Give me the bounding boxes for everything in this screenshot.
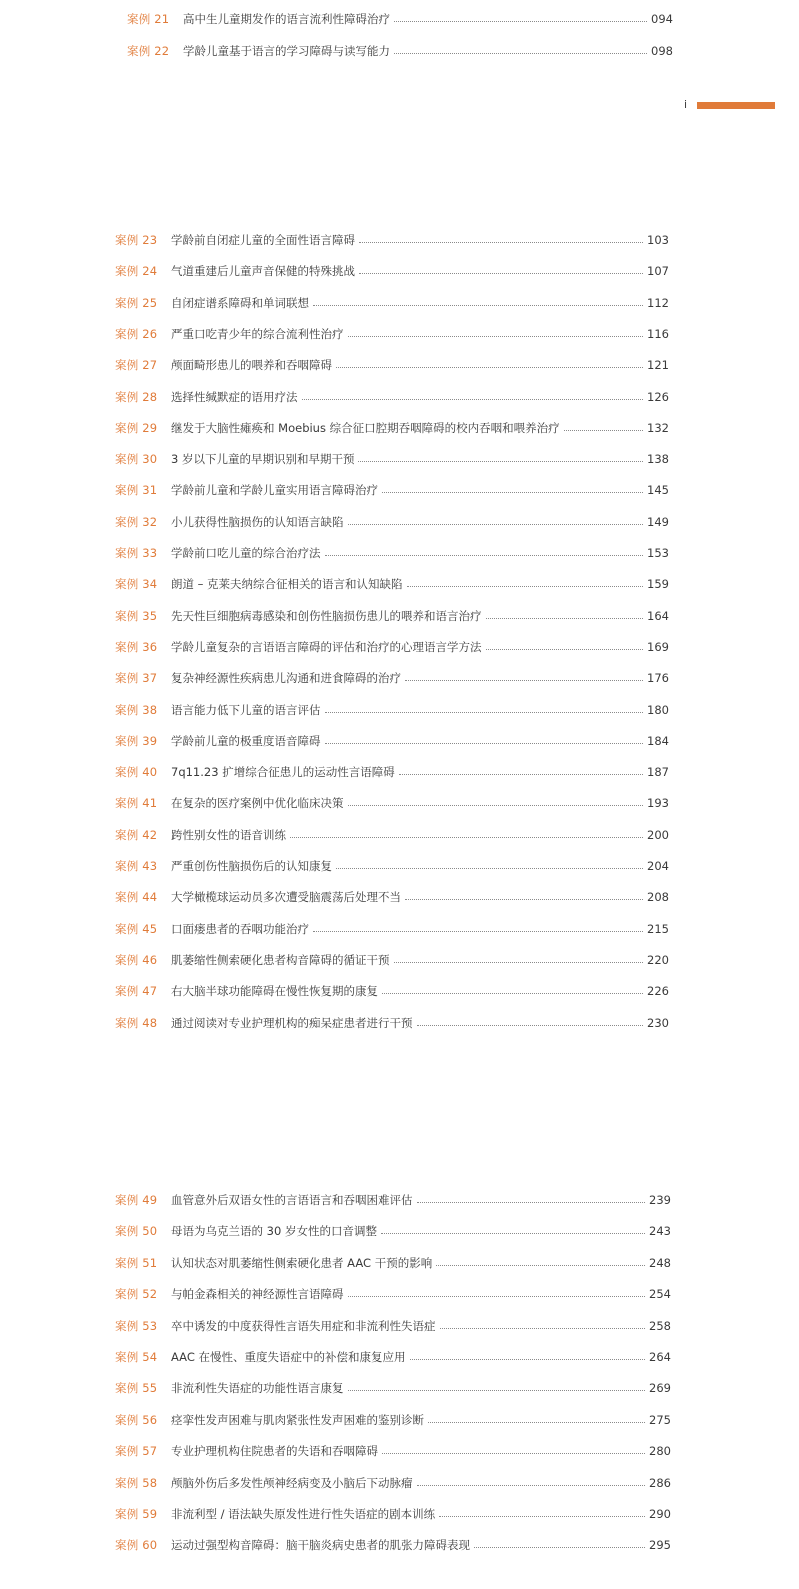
page-number: 286 <box>649 1475 671 1490</box>
leader-dots <box>439 1515 645 1517</box>
leader-dots <box>410 1358 646 1360</box>
case-label: 案例 49 <box>115 1193 158 1207</box>
toc-entry[interactable] <box>115 762 669 782</box>
toc-entry[interactable] <box>115 1253 671 1273</box>
case-label: 案例 55 <box>115 1381 158 1396</box>
case-label: 案例 59 <box>115 1507 158 1521</box>
toc-entry[interactable] <box>115 1504 671 1524</box>
page-number: 220 <box>647 952 669 967</box>
case-label: 案例 50 <box>115 1224 158 1239</box>
page-number: 248 <box>649 1255 671 1270</box>
toc-entry[interactable] <box>115 825 669 845</box>
case-title: 血管意外后双语女性的言语语言和吞咽困难评估 <box>171 1193 413 1207</box>
leader-dots <box>359 241 643 243</box>
case-label: 案例 42 <box>115 827 158 842</box>
leader-dots <box>417 1201 646 1203</box>
toc-entry[interactable] <box>115 324 669 344</box>
leader-dots <box>407 585 643 587</box>
case-title: 学龄儿童复杂的言语语言障碍的评估和治疗的心理语言学方法 <box>171 639 482 654</box>
case-title: 严重口吃青少年的综合流利性治疗 <box>171 326 344 341</box>
page-number: 169 <box>647 639 669 654</box>
leader-dots <box>382 1452 645 1454</box>
case-title: 学龄儿童基于语言的学习障碍与读写能力 <box>183 43 390 58</box>
toc-entry[interactable] <box>115 731 669 751</box>
case-label: 案例 28 <box>115 389 158 404</box>
page-number: 149 <box>647 514 669 529</box>
toc-entry[interactable] <box>115 1535 671 1555</box>
toc-entry[interactable] <box>115 293 669 313</box>
case-title: 学龄前儿童和学龄儿童实用语言障碍治疗 <box>171 483 378 498</box>
case-title: 高中生儿童期发作的语言流利性障碍治疗 <box>183 12 390 26</box>
case-label: 案例 37 <box>115 671 158 686</box>
page-number: 145 <box>647 483 669 498</box>
toc-entry[interactable] <box>115 950 669 970</box>
case-label: 案例 60 <box>115 1538 158 1553</box>
page-number: 153 <box>647 546 669 560</box>
case-label: 案例 51 <box>115 1255 158 1270</box>
case-title: 7q11.23 扩增综合征患儿的运动性言语障碍 <box>171 765 395 780</box>
leader-dots <box>394 20 647 22</box>
page-number: 164 <box>647 608 669 623</box>
leader-dots <box>325 742 644 744</box>
toc-entry[interactable] <box>115 261 669 281</box>
page-number: 243 <box>649 1224 671 1239</box>
page-number: 180 <box>647 702 669 717</box>
case-title: 复杂神经源性疾病患儿沟通和进食障碍的治疗 <box>171 671 401 686</box>
leader-dots <box>405 898 643 900</box>
case-label: 案例 53 <box>115 1318 158 1333</box>
leader-dots <box>564 429 643 431</box>
case-title: 口面瘘患者的吞咽功能治疗 <box>171 921 309 936</box>
leader-dots <box>348 335 644 337</box>
page-number: 116 <box>647 326 669 341</box>
case-title: 气道重建后儿童声音保健的特殊挑战 <box>171 264 355 279</box>
toc-entry[interactable] <box>115 981 669 1001</box>
leader-dots <box>417 1024 644 1026</box>
leader-dots <box>394 52 647 54</box>
case-label: 案例 40 <box>115 765 158 780</box>
case-label: 案例 30 <box>115 452 158 467</box>
toc-entry[interactable] <box>115 1473 671 1493</box>
leader-dots <box>428 1421 645 1423</box>
page-number: 280 <box>649 1444 671 1459</box>
toc-entry[interactable] <box>115 230 669 250</box>
case-title: 3 岁以下儿童的早期识别和早期干预 <box>171 452 355 467</box>
case-title: 朗道 – 克莱夫纳综合征相关的语言和认知缺陷 <box>171 577 403 592</box>
toc-entry[interactable] <box>115 1013 669 1033</box>
case-title: 语言能力低下儿童的语言评估 <box>171 702 321 717</box>
leader-dots <box>440 1327 646 1329</box>
case-label: 案例 27 <box>115 358 158 373</box>
page-number: 184 <box>647 733 669 748</box>
case-title: 小儿获得性脑损伤的认知语言缺陷 <box>171 514 344 529</box>
leader-dots <box>382 491 643 493</box>
toc-entry[interactable] <box>115 919 669 939</box>
leader-dots <box>325 554 644 556</box>
leader-dots <box>417 1484 646 1486</box>
page-number: 132 <box>647 420 669 435</box>
leader-dots <box>358 460 643 462</box>
leader-dots <box>325 711 644 713</box>
leader-dots <box>436 1264 645 1266</box>
toc-entry[interactable] <box>115 668 669 688</box>
page-number: 208 <box>647 890 669 905</box>
case-title: 与帕金森相关的神经源性言语障碍 <box>171 1287 344 1302</box>
toc-entry[interactable] <box>115 574 669 594</box>
toc-entry[interactable] <box>115 512 669 532</box>
case-title: 继发于大脑性瘫痪和 Moebius 综合征口腔期吞咽障碍的校内吞咽和喂养治疗 <box>171 420 560 435</box>
page-number: 290 <box>649 1507 671 1521</box>
case-title: 非流利型 / 语法缺失原发性进行性失语症的剧本训练 <box>171 1507 436 1521</box>
leader-dots <box>348 1389 646 1391</box>
toc-entry[interactable] <box>115 700 669 720</box>
case-label: 案例 36 <box>115 639 158 654</box>
leader-dots <box>399 773 643 775</box>
case-label: 案例 23 <box>115 233 158 247</box>
case-label: 案例 35 <box>115 608 158 623</box>
page-number: 193 <box>647 796 669 811</box>
case-title: AAC 在慢性、重度失语症中的补偿和康复应用 <box>171 1350 406 1364</box>
case-title: 右大脑半球功能障碍在慢性恢复期的康复 <box>171 984 378 999</box>
case-label: 案例 41 <box>115 796 158 811</box>
case-title: 肌萎缩性侧索硬化患者构音障碍的循证干预 <box>171 952 390 967</box>
case-label: 案例 34 <box>115 577 158 592</box>
page-number: 215 <box>647 921 669 936</box>
leader-dots <box>381 1232 645 1234</box>
page-marker-bar <box>697 102 775 109</box>
page-number: 226 <box>647 984 669 999</box>
case-label: 案例 54 <box>115 1350 158 1364</box>
toc-entry[interactable] <box>115 606 669 626</box>
page-number: 098 <box>651 43 673 58</box>
toc-entry[interactable] <box>127 9 673 29</box>
page-number: 176 <box>647 671 669 686</box>
case-title: 学龄前口吃儿童的综合治疗法 <box>171 546 321 560</box>
case-title: 先天性巨细胞病毒感染和创伤性脑损伤患儿的喂养和语言治疗 <box>171 608 482 623</box>
page-number: 230 <box>647 1015 669 1030</box>
page-number: 269 <box>649 1381 671 1396</box>
leader-dots <box>359 272 643 274</box>
leader-dots <box>313 930 643 932</box>
leader-dots <box>290 836 643 838</box>
toc-entry[interactable] <box>115 480 669 500</box>
leader-dots <box>302 398 644 400</box>
leader-dots <box>348 523 644 525</box>
case-label: 案例 47 <box>115 984 158 999</box>
toc-entry[interactable] <box>115 355 669 375</box>
toc-entry[interactable] <box>115 1190 671 1210</box>
case-title: 运动过强型构音障碍：脑干脑炎病史患者的肌张力障碍表现 <box>171 1538 470 1553</box>
toc-entry[interactable] <box>115 1378 671 1398</box>
page-number: 187 <box>647 765 669 780</box>
leader-dots <box>474 1546 645 1548</box>
page-number: 204 <box>647 859 669 873</box>
case-title: 学龄前儿童的极重度语音障碍 <box>171 733 321 748</box>
case-title: 卒中诱发的中度获得性言语失用症和非流利性失语症 <box>171 1318 436 1333</box>
leader-dots <box>405 679 643 681</box>
case-label: 案例 31 <box>115 483 158 498</box>
page-number: 254 <box>649 1287 671 1302</box>
leader-dots <box>313 304 643 306</box>
case-title: 痉挛性发声困难与肌肉紧张性发声困难的鉴别诊断 <box>171 1412 424 1427</box>
toc-entry[interactable] <box>115 1284 671 1304</box>
toc-entry[interactable] <box>115 1441 671 1461</box>
leader-dots <box>348 1295 646 1297</box>
case-label: 案例 32 <box>115 514 158 529</box>
case-label: 案例 38 <box>115 702 158 717</box>
toc-entry[interactable] <box>115 1410 671 1430</box>
toc-entry[interactable] <box>115 1347 671 1367</box>
case-label: 案例 29 <box>115 420 158 435</box>
case-title: 在复杂的医疗案例中优化临床决策 <box>171 796 344 811</box>
case-label: 案例 33 <box>115 546 158 560</box>
case-label: 案例 52 <box>115 1287 158 1302</box>
page-number: 295 <box>649 1538 671 1553</box>
case-title: 通过阅读对专业护理机构的痴呆症患者进行干预 <box>171 1015 413 1030</box>
toc-entry[interactable] <box>115 887 669 907</box>
case-title: 严重创伤性脑损伤后的认知康复 <box>171 859 332 873</box>
case-title: 学龄前自闭症儿童的全面性语言障碍 <box>171 233 355 247</box>
case-label: 案例 25 <box>115 295 158 310</box>
page-marker-roman: i <box>684 98 688 111</box>
page-number: 159 <box>647 577 669 592</box>
toc-entry[interactable] <box>115 1221 671 1241</box>
case-title: 自闭症谱系障碍和单词联想 <box>171 295 309 310</box>
case-title: 大学橄榄球运动员多次遭受脑震荡后处理不当 <box>171 890 401 905</box>
page-number: 094 <box>651 12 673 26</box>
case-title: 颅面畸形患儿的喂养和吞咽障碍 <box>171 358 332 373</box>
leader-dots <box>382 992 643 994</box>
leader-dots <box>348 804 644 806</box>
case-label: 案例 39 <box>115 733 158 748</box>
page-number: 200 <box>647 827 669 842</box>
leader-dots <box>336 867 643 869</box>
toc-entry[interactable] <box>115 418 669 438</box>
toc-entry[interactable] <box>115 449 669 469</box>
case-title: 认知状态对肌萎缩性侧索硬化患者 AAC 干预的影响 <box>171 1255 433 1270</box>
case-title: 非流利性失语症的功能性语言康复 <box>171 1381 344 1396</box>
case-label: 案例 57 <box>115 1444 158 1459</box>
case-title: 专业护理机构住院患者的失语和吞咽障碍 <box>171 1444 378 1459</box>
page-number: 126 <box>647 389 669 404</box>
toc-entry[interactable] <box>115 637 669 657</box>
toc-entry[interactable] <box>115 1316 671 1336</box>
page-number: 121 <box>647 358 669 373</box>
case-label: 案例 26 <box>115 326 158 341</box>
page-number: 275 <box>649 1412 671 1427</box>
case-label: 案例 58 <box>115 1475 158 1490</box>
case-label: 案例 56 <box>115 1412 158 1427</box>
page-number: 107 <box>647 264 669 279</box>
case-label: 案例 24 <box>115 264 158 279</box>
case-label: 案例 46 <box>115 952 158 967</box>
toc-entry[interactable] <box>115 793 669 813</box>
case-title: 颅脑外伤后多发性颅神经病变及小脑后下动脉瘤 <box>171 1475 413 1490</box>
leader-dots <box>486 617 644 619</box>
toc-entry[interactable] <box>127 41 673 61</box>
page-number: 264 <box>649 1350 671 1364</box>
page-number: 103 <box>647 233 669 247</box>
case-title: 跨性别女性的语音训练 <box>171 827 286 842</box>
case-label: 案例 21 <box>127 12 170 26</box>
case-label: 案例 44 <box>115 890 158 905</box>
page-number: 239 <box>649 1193 671 1207</box>
case-label: 案例 45 <box>115 921 158 936</box>
case-label: 案例 22 <box>127 43 170 58</box>
page-number: 138 <box>647 452 669 467</box>
toc-entry[interactable] <box>115 543 669 563</box>
case-label: 案例 48 <box>115 1015 158 1030</box>
page-number: 112 <box>647 295 669 310</box>
case-title: 选择性缄默症的语用疗法 <box>171 389 298 404</box>
leader-dots <box>486 648 644 650</box>
page-number: 258 <box>649 1318 671 1333</box>
case-label: 案例 43 <box>115 859 158 873</box>
leader-dots <box>336 366 643 368</box>
case-title: 母语为乌克兰语的 30 岁女性的口音调整 <box>171 1224 377 1239</box>
toc-entry[interactable] <box>115 387 669 407</box>
toc-entry[interactable] <box>115 856 669 876</box>
leader-dots <box>394 961 644 963</box>
